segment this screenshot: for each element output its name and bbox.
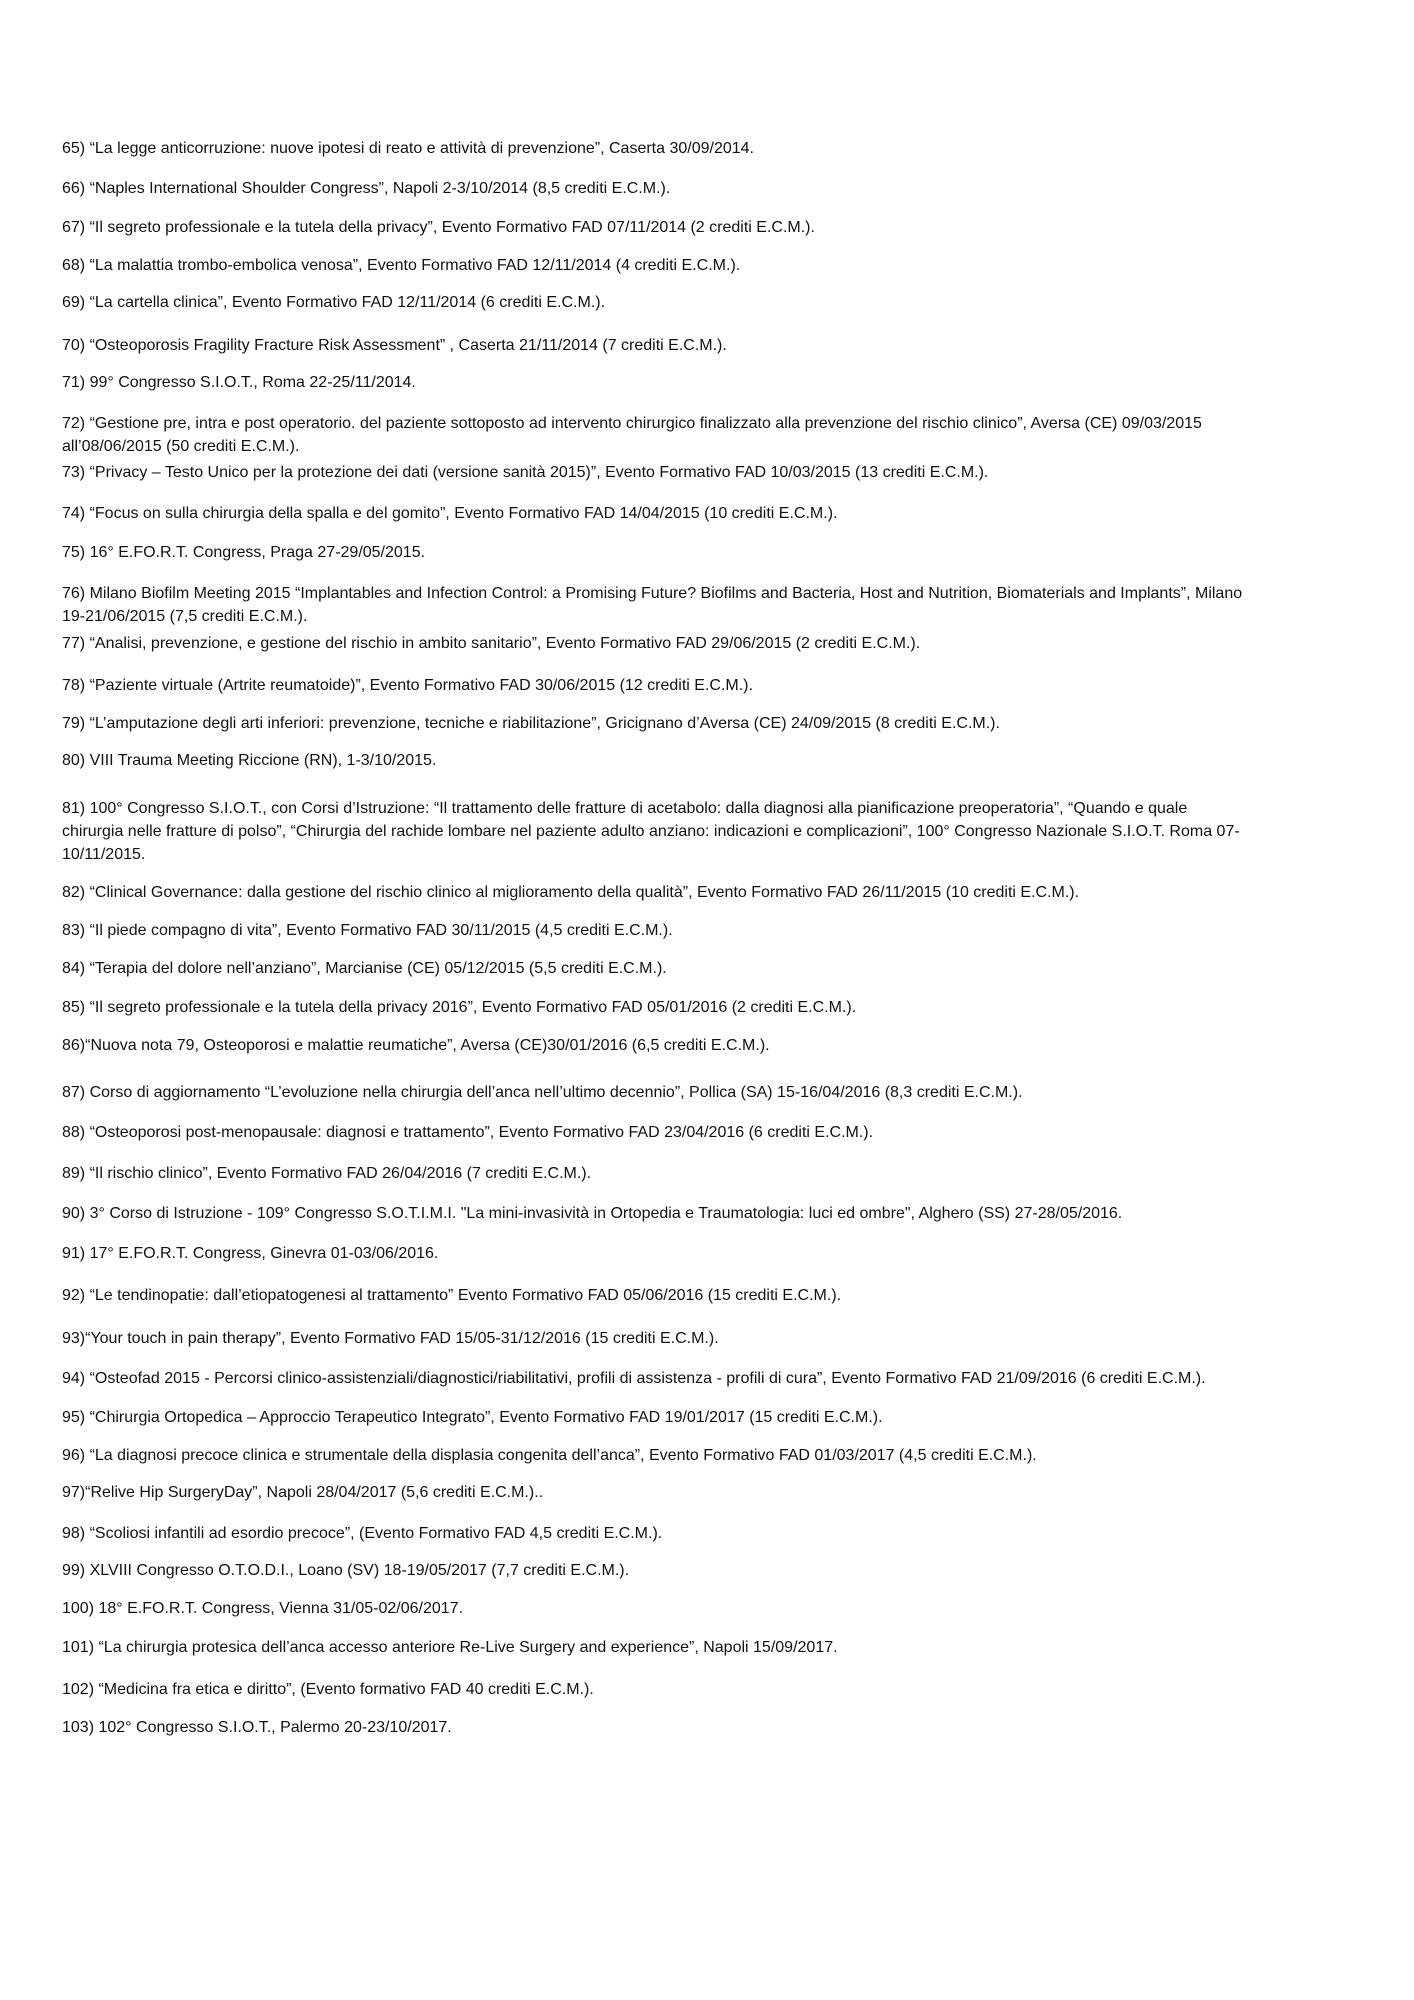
list-item xyxy=(62,177,1362,200)
entry-line: 78) “Paziente virtuale (Artrite reumatoide)”, Evento Formativo FAD 30/06/2015 (12 crediti E.C.M.). xyxy=(62,677,753,694)
entry-line: 83) “Il piede compagno di vita”, Evento Formativo FAD 30/11/2015 (4,5 crediti E.C.M.). xyxy=(62,922,673,939)
list-item xyxy=(62,749,1362,772)
entry-line: 75) 16° E.FO.R.T. Congress, Praga 27-29/05/2015. xyxy=(62,544,426,561)
entry-line: 90) 3° Corso di Istruzione - 109° Congresso S.O.T.I.M.I. "La mini-invasività in Ortopedia e Traumatologia: luci ed ombre", Alghero (SS) 27-28/05/2016. xyxy=(62,1205,1123,1222)
entry-line: chirurgia nelle fratture di polso”, “Chirurgia del rachide lombare nel paziente adulto anziano: indicazioni e complicazioni”, 100° Congresso Nazionale S.I.O.T. Roma 07- xyxy=(62,823,1240,840)
entry-line: 81) 100° Congresso S.I.O.T., con Corsi d’Istruzione: “Il trattamento delle fratture di acetabolo: dalla diagnosi alla pianificazione preoperatoria”, “Quando e quale xyxy=(62,800,1188,817)
list-item xyxy=(62,1522,1362,1545)
entry-line: 86)“Nuova nota 79, Osteoporosi e malattie reumatiche”, Aversa (CE)30/01/2016 (6,5 crediti E.C.M.). xyxy=(62,1037,770,1054)
list-item xyxy=(62,1081,1362,1104)
list-item xyxy=(62,582,1362,628)
list-item xyxy=(62,1716,1362,1739)
list-item xyxy=(62,797,1362,866)
entry-line: 80) VIII Trauma Meeting Riccione (RN), 1-3/10/2015. xyxy=(62,752,437,769)
entry-line: 82) “Clinical Governance: dalla gestione del rischio clinico al miglioramento della qualità”, Evento Formativo FAD 26/11/2015 (10 crediti E.C.M.). xyxy=(62,884,1080,901)
entry-line: 76) Milano Biofilm Meeting 2015 “Implantables and Infection Control: a Promising Future? Biofilms and Bacteria, Host and Nutrition, Biomaterials and Implants”, Milano xyxy=(62,585,1243,602)
entry-line: 67) “Il segreto professionale e la tutela della privacy”, Evento Formativo FAD 07/11/2014 (2 crediti E.C.M.). xyxy=(62,219,815,236)
entry-line: 97)“Relive Hip SurgeryDay”, Napoli 28/04/2017 (5,6 crediti E.C.M.).. xyxy=(62,1484,544,1501)
entry-line: 73) “Privacy – Testo Unico per la protezione dei dati (versione sanità 2015)”, Evento Formativo FAD 10/03/2015 (13 crediti E.C.M.). xyxy=(62,464,989,481)
list-item xyxy=(62,1242,1362,1265)
list-item xyxy=(62,334,1362,357)
list-item xyxy=(62,137,1362,160)
list-item xyxy=(62,1406,1362,1429)
entry-line: 91) 17° E.FO.R.T. Congress, Ginevra 01-03/06/2016. xyxy=(62,1245,439,1262)
list-item xyxy=(62,541,1362,564)
entry-line: 100) 18° E.FO.R.T. Congress, Vienna 31/05-02/06/2017. xyxy=(62,1600,464,1617)
entry-line: 102) “Medicina fra etica e diritto”, (Evento formativo FAD 40 crediti E.C.M.). xyxy=(62,1681,594,1698)
list-item xyxy=(62,1481,1362,1504)
entry-line: all’08/06/2015 (50 crediti E.C.M.). xyxy=(62,438,300,455)
list-item xyxy=(62,291,1362,314)
list-item xyxy=(62,1444,1362,1467)
entry-line: 65) “La legge anticorruzione: nuove ipotesi di reato e attività di prevenzione”, Caserta 30/09/2014. xyxy=(62,140,754,157)
entry-line: 72) “Gestione pre, intra e post operatorio. del paziente sottoposto ad intervento chirurgico finalizzato alla prevenzione del rischio clinico”, Aversa (CE) 09/03/2015 xyxy=(62,415,1202,432)
entry-line: 93)“Your touch in pain therapy”, Evento Formativo FAD 15/05-31/12/2016 (15 crediti E.C.M.). xyxy=(62,1330,719,1347)
entry-line: 88) “Osteoporosi post-menopausale: diagnosi e trattamento”, Evento Formativo FAD 23/04/2016 (6 crediti E.C.M.). xyxy=(62,1124,874,1141)
list-item xyxy=(62,1597,1362,1620)
entry-line: 95) “Chirurgia Ortopedica – Approccio Terapeutico Integrato”, Evento Formativo FAD 19/01/2017 (15 crediti E.C.M.). xyxy=(62,1409,883,1426)
entry-line: 77) “Analisi, prevenzione, e gestione del rischio in ambito sanitario”, Evento Formativo FAD 29/06/2015 (2 crediti E.C.M.). xyxy=(62,635,921,652)
list-item xyxy=(62,881,1362,904)
entry-line: 92) “Le tendinopatie: dall’etiopatogenesi al trattamento” Evento Formativo FAD 05/06/2016 (15 crediti E.C.M.). xyxy=(62,1287,842,1304)
list-item xyxy=(62,502,1362,525)
list-item xyxy=(62,1678,1362,1701)
list-item xyxy=(62,996,1362,1019)
entry-line: 101) “La chirurgia protesica dell’anca accesso anteriore Re-Live Surgery and experience”, Napoli 15/09/2017. xyxy=(62,1639,838,1656)
entry-line: 74) “Focus on sulla chirurgia della spalla e del gomito”, Evento Formativo FAD 14/04/2015 (10 crediti E.C.M.). xyxy=(62,505,838,522)
list-item xyxy=(62,1559,1362,1582)
entry-line: 98) “Scoliosi infantili ad esordio precoce”, (Evento Formativo FAD 4,5 crediti E.C.M.). xyxy=(62,1525,663,1542)
list-item xyxy=(62,461,1362,484)
list-item xyxy=(62,216,1362,239)
list-item xyxy=(62,1367,1362,1390)
list-item xyxy=(62,712,1362,735)
list-item xyxy=(62,254,1362,277)
entry-line: 99) XLVIII Congresso O.T.O.D.I., Loano (SV) 18-19/05/2017 (7,7 crediti E.C.M.). xyxy=(62,1562,630,1579)
list-item xyxy=(62,674,1362,697)
entry-line: 96) “La diagnosi precoce clinica e strumentale della displasia congenita dell’anca”, Evento Formativo FAD 01/03/2017 (4,5 crediti E.C.M.). xyxy=(62,1447,1037,1464)
list-item xyxy=(62,1327,1362,1350)
entry-line: 66) “Naples International Shoulder Congress”, Napoli 2-3/10/2014 (8,5 crediti E.C.M.). xyxy=(62,180,671,197)
entry-line: 94) “Osteofad 2015 - Percorsi clinico-assistenziali/diagnostici/riabilitativi, profili di assistenza - profili di cura”, Evento Formativo FAD 21/09/2016 (6 crediti E.C.M.). xyxy=(62,1370,1206,1387)
list-item xyxy=(62,1636,1362,1659)
entry-line: 10/11/2015. xyxy=(62,846,146,863)
entry-line: 19-21/06/2015 (7,5 crediti E.C.M.). xyxy=(62,608,308,625)
list-item xyxy=(62,632,1362,655)
entry-line: 79) “L’amputazione degli arti inferiori: prevenzione, tecniche e riabilitazione”, Gricignano d’Aversa (CE) 24/09/2015 (8 crediti E.C.M.). xyxy=(62,715,1000,732)
list-item xyxy=(62,957,1362,980)
list-item xyxy=(62,371,1362,394)
entry-line: 84) “Terapia del dolore nell’anziano”, Marcianise (CE) 05/12/2015 (5,5 crediti E.C.M.). xyxy=(62,960,667,977)
list-item xyxy=(62,1034,1362,1057)
list-item xyxy=(62,412,1362,458)
entry-line: 71) 99° Congresso S.I.O.T., Roma 22-25/11/2014. xyxy=(62,374,416,391)
list-item xyxy=(62,1284,1362,1307)
list-item xyxy=(62,1162,1362,1185)
entry-line: 87) Corso di aggiornamento “L’evoluzione nella chirurgia dell’anca nell’ultimo decennio”, Pollica (SA) 15-16/04/2016 (8,3 crediti E.C.M.). xyxy=(62,1084,1023,1101)
entry-line: 70) “Osteoporosis Fragility Fracture Risk Assessment” , Caserta 21/11/2014 (7 crediti E.C.M.). xyxy=(62,337,727,354)
entry-line: 85) “Il segreto professionale e la tutela della privacy 2016”, Evento Formativo FAD 05/01/2016 (2 crediti E.C.M.). xyxy=(62,999,857,1016)
list-item xyxy=(62,1121,1362,1144)
entry-line: 103) 102° Congresso S.I.O.T., Palermo 20-23/10/2017. xyxy=(62,1719,452,1736)
entry-line: 68) “La malattia trombo-embolica venosa”, Evento Formativo FAD 12/11/2014 (4 crediti E.C.M.). xyxy=(62,257,741,274)
entry-line: 89) “Il rischio clinico”, Evento Formativo FAD 26/04/2016 (7 crediti E.C.M.). xyxy=(62,1165,592,1182)
list-item xyxy=(62,1202,1362,1225)
entry-line: 69) “La cartella clinica”, Evento Formativo FAD 12/11/2014 (6 crediti E.C.M.). xyxy=(62,294,606,311)
list-item xyxy=(62,919,1362,942)
